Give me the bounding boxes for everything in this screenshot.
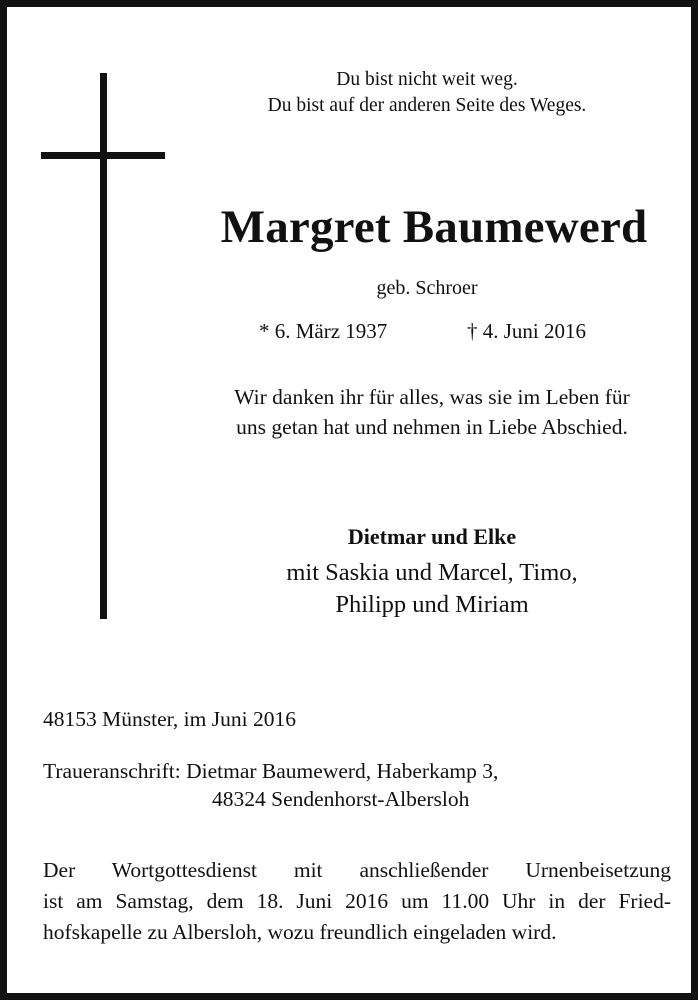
service-line: ist am Samstag, dem 18. Juni 2016 um 11.00 Uhr in der Fried- bbox=[43, 889, 671, 913]
mourning-address-city: 48324 Sendenhorst-Albersloh bbox=[212, 787, 470, 811]
service-info bbox=[43, 855, 671, 948]
maiden-name: geb. Schroer bbox=[376, 277, 478, 299]
quote-line: Du bist nicht weit weg. bbox=[336, 69, 518, 90]
service-line: Der Wortgottesdienst mit anschließender Urnenbeisetzung bbox=[43, 858, 671, 882]
thanks-line: uns getan hat und nehmen in Liebe Abschied. bbox=[236, 415, 628, 439]
family-main: Dietmar und Elke bbox=[347, 524, 517, 549]
death-date: † 4. Juni 2016 bbox=[467, 319, 587, 343]
deceased-name: Margret Baumewerd bbox=[220, 201, 648, 253]
service-line: hofskapelle zu Albersloh, wozu freundlich eingeladen wird. bbox=[43, 920, 557, 944]
family-members bbox=[167, 557, 697, 621]
place-date: 48153 Münster, im Juni 2016 bbox=[43, 707, 296, 731]
birth-date: * 6. März 1937 bbox=[259, 319, 388, 343]
family-line: Philipp und Miriam bbox=[335, 591, 529, 618]
cross-icon-horizontal bbox=[41, 152, 165, 159]
mourning-address: Traueranschrift: Dietmar Baumewerd, Haberkamp 3, bbox=[43, 759, 499, 783]
memorial-quote bbox=[177, 67, 677, 119]
quote-line: Du bist auf der anderen Seite des Weges. bbox=[267, 95, 587, 116]
thanks-line: Wir danken ihr für alles, was sie im Leben für bbox=[234, 385, 630, 409]
family-line: mit Saskia und Marcel, Timo, bbox=[286, 559, 578, 586]
thanks-text bbox=[167, 382, 697, 442]
